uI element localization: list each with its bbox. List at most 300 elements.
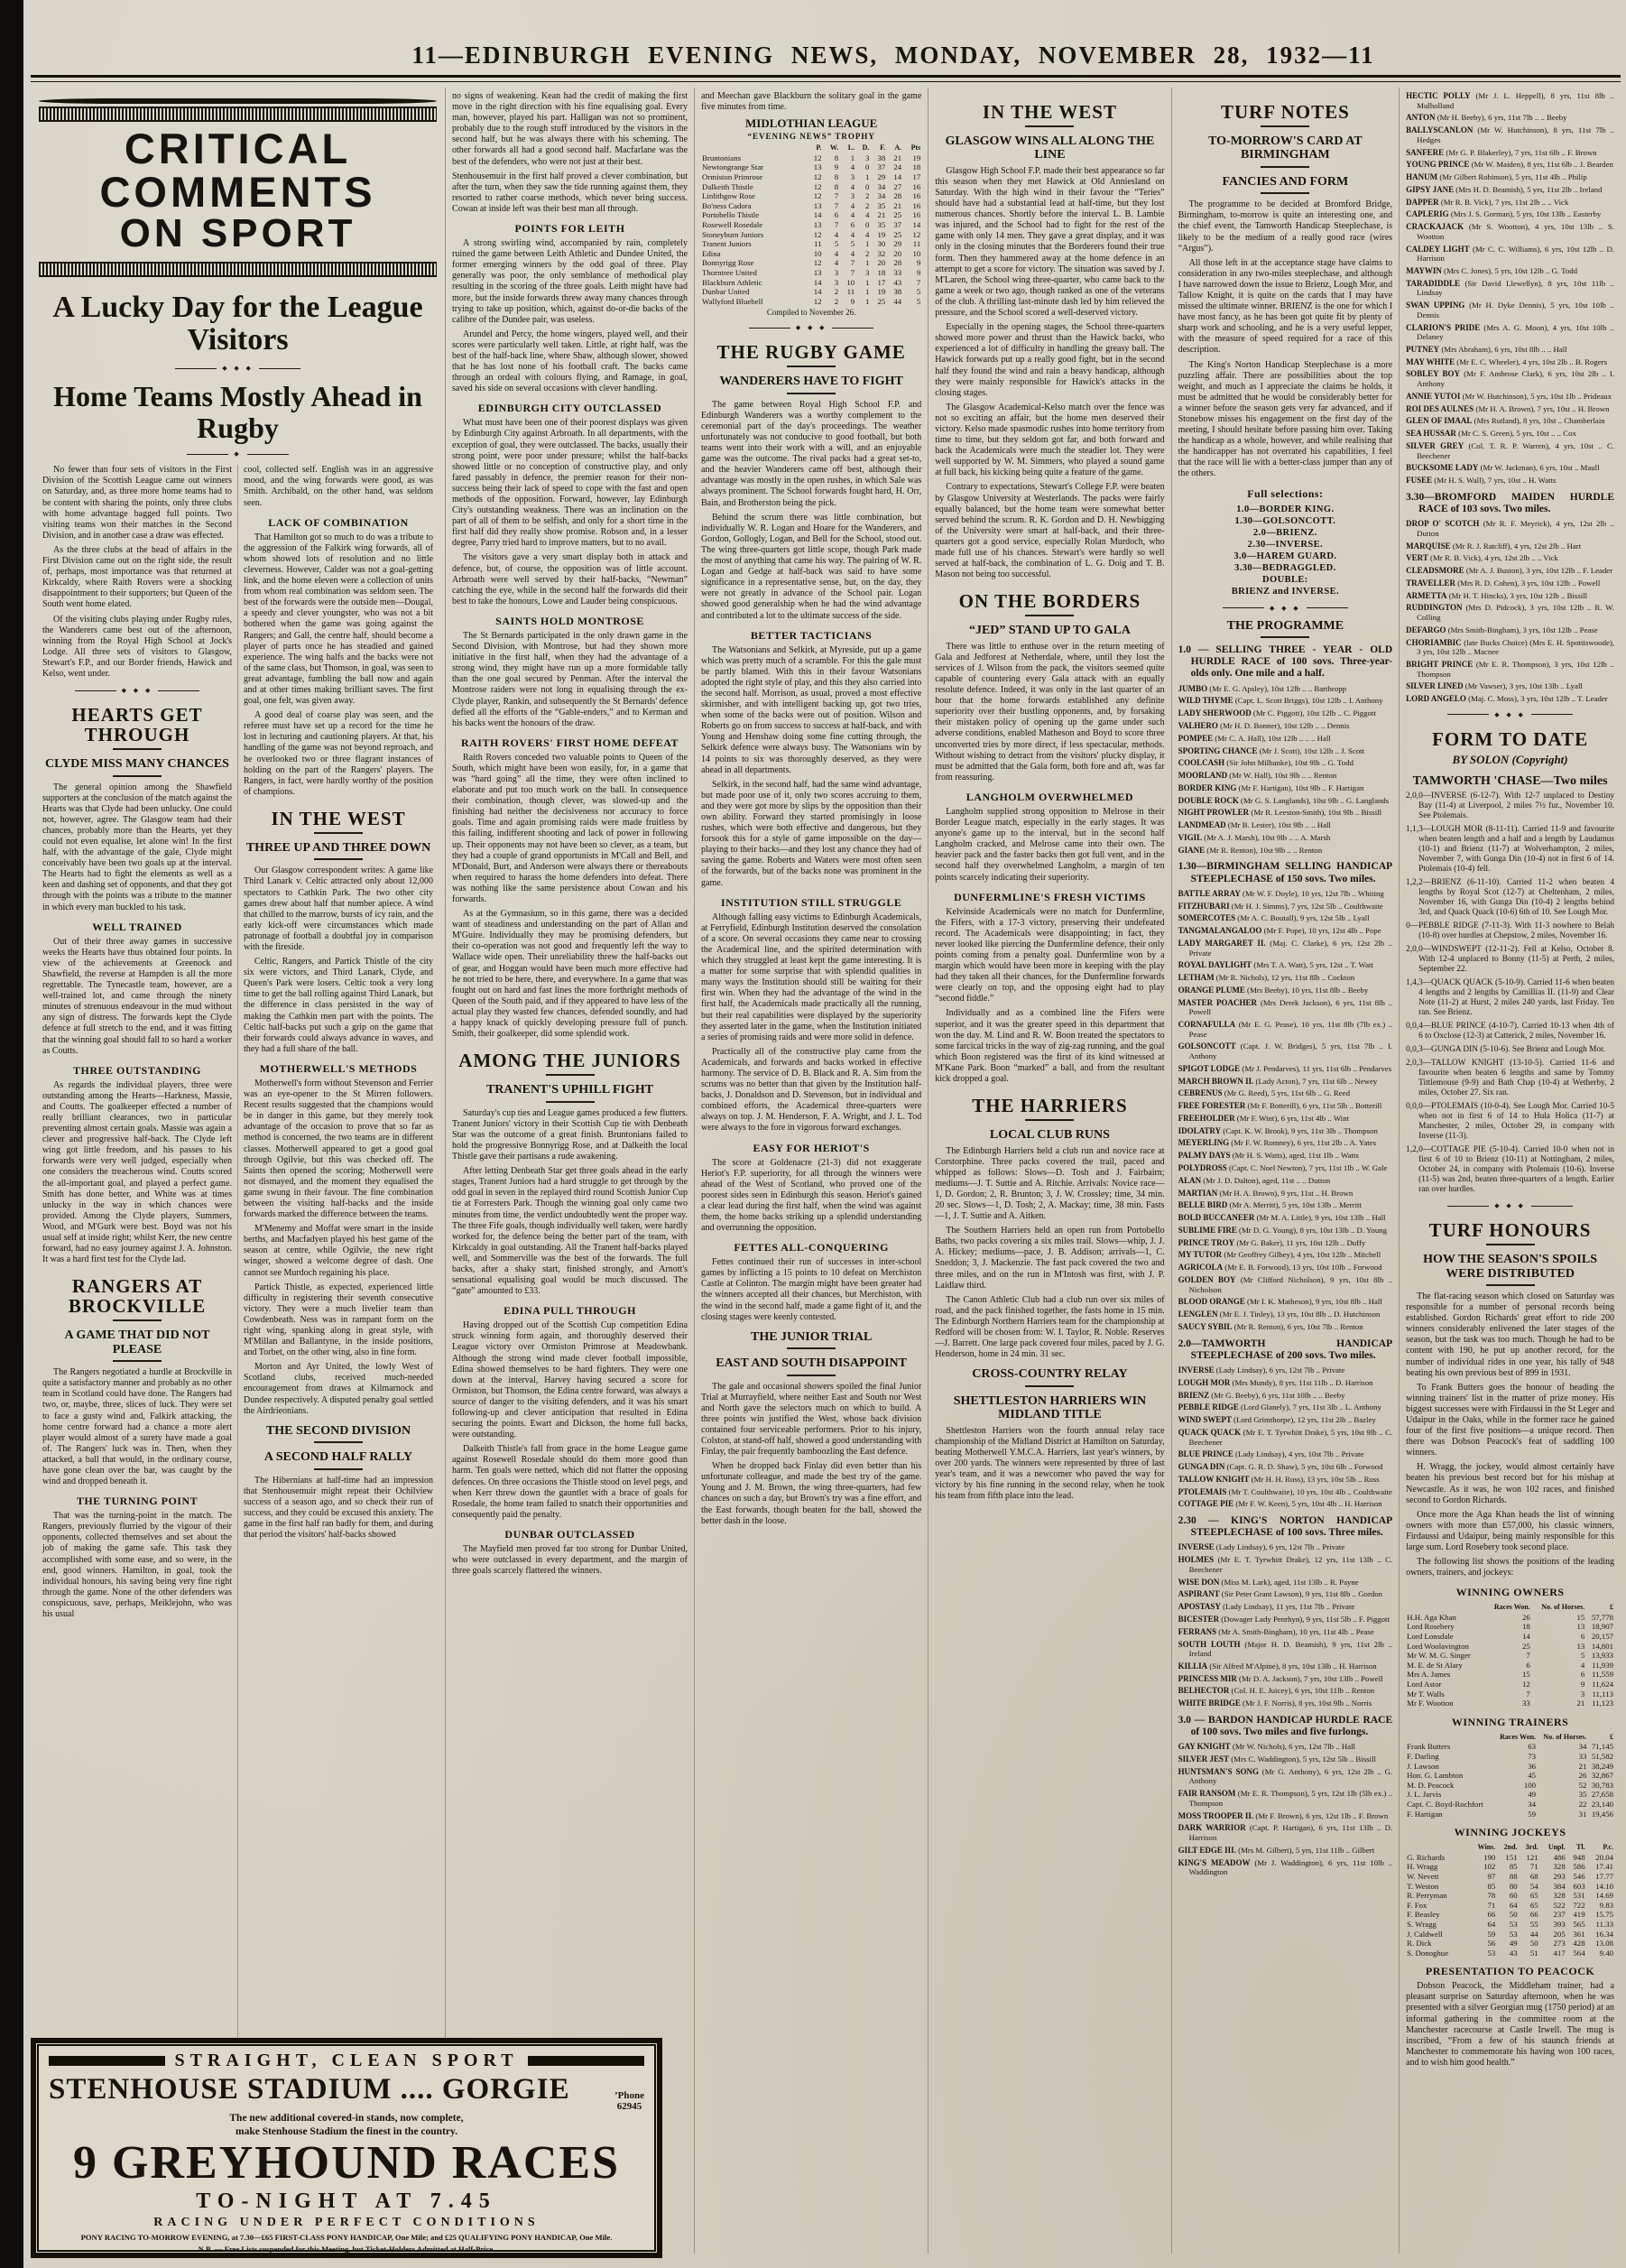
table-row: [1406, 1939, 1614, 1949]
article-subheadline: “JED” STAND UP TO GALA: [968, 624, 1131, 638]
rule-divider: [113, 1360, 162, 1362]
race-entry: SOBLEY BOY (Mr F. Ambrose Clark), 6 yrs, 10st 2lb .. I. Anthony: [1406, 369, 1615, 389]
section-subhead: LACK OF COMBINATION: [268, 515, 409, 529]
race-heading: 2.0—TAMWORTH HANDICAP STEEPLECHASE of 200 sovs. Two miles.: [1178, 1338, 1393, 1361]
race-entry: SOUTH LOUTH (Major H. D. Beamish), 9 yrs, 11st 2lb .. Ireland: [1178, 1639, 1393, 1659]
race-entry: PTOLEMAIS (Mr T. Coulthwaite), 10 yrs, 10st 4lb .. Coulthwaite: [1178, 1486, 1392, 1496]
race-entry: GAY KNIGHT (Mr W. Nichols), 6 yrs, 12st 7lb .. Hall: [1178, 1742, 1355, 1752]
table-cell: 9: [916, 258, 921, 268]
race-heading: 1.0 — SELLING THREE - YEAR - OLD HURDLE RACE of 100 sovs. Three-year-olds only. One mile and a half.: [1178, 643, 1393, 680]
table-cell: 7: [834, 200, 839, 210]
table-cell: 19,456: [1591, 1809, 1614, 1819]
table-cell: Mr W. M. G. Singer: [1407, 1651, 1471, 1661]
table-cell: 9: [1580, 1680, 1585, 1689]
race-entry: LETHAM (Mr R. Nichols), 12 yrs, 11st 8lb .. Cockton: [1178, 973, 1355, 983]
paragraph: There was little to enthuse over in the return meeting of Gala and Jedforest at Netherdale, where, until they lost the services of J. Wilson from the pack, the visitors seemed quite capable of countering every Gala attack with an equally resolute defence. Indeed, it was only in the last quarter of an hour that the home forwards established any definite superiority over their bustling opponents, and, by forsaking their mistaken policy of opening up the game under such adverse conditions, enabled Matheson and Boyd to score three unconverted tries by more direct, if less spectacular, methods. Without wishing to detract from the visitors' plucky display, it must be admitted that the Gala form, both fore and aft, was far from reassuring.: [935, 641, 1165, 782]
table-cell: 29: [877, 171, 886, 181]
table-cell: 8: [834, 181, 839, 191]
race-entry: POLYDROSS (Capt. C. Noel Newton), 7 yrs, 11st 1lb .. W. Gale: [1178, 1163, 1388, 1173]
race-entry: WIND SWEPT (Lord Grimthorpe), 12 yrs, 11st 2lb .. Bazley: [1178, 1415, 1376, 1425]
table-cell: 13: [813, 267, 822, 277]
race-entry: SPORTING CHANCE (Mr J. Scott), 10st 12lb .. J. Scott: [1178, 745, 1365, 755]
table-cell: 66: [1529, 1910, 1538, 1920]
table-cell: S. Donoghue: [1407, 1948, 1449, 1958]
table-cell: 565: [1573, 1919, 1585, 1929]
race-entry: GOLDEN BOY (Mr Clifford Nicholson), 9 yrs, 10st 8lb .. Nicholson: [1178, 1275, 1393, 1294]
table-cell: 49: [1509, 1939, 1518, 1949]
table-cell: 13,933: [1591, 1651, 1614, 1661]
critical-comments-columns: [37, 465, 439, 2148]
table-row: [701, 201, 921, 211]
race-entry: MY TUTOR (Mr Geoffrey Gilbey), 4 yrs, 10st 12lb .. Mitchell: [1178, 1250, 1381, 1260]
table-cell: 11: [814, 239, 822, 249]
form-note: 1,1,3—LOUGH MOR (8-11-11). Carried 11-9 and favourite when beaten length and a half and a length by Laudamus (10-1) and Brienz (11-7) at Wolverhampton, 2 miles, November 7, with Gunga Din (10-4) not in first 6 of 14. Ptolemais (10-4) fell.: [1406, 825, 1615, 875]
race-entry: ANNIE YUTOI (Mr W. Hutchinson), 5 yrs, 10st 1lb .. Prideaux: [1406, 391, 1612, 401]
table-cell: Tranent Juniors: [702, 239, 752, 249]
race-entry: BRIGHT PRINCE (Mr E. R. Thompson), 3 yrs, 10st 12lb .. Thompson: [1406, 659, 1615, 679]
section-subhead: PRESENTATION TO PEACOCK: [1425, 1965, 1595, 1978]
table-cell: 50: [1509, 1910, 1518, 1920]
article-subheadline: TAMWORTH 'CHASE—Two miles: [1412, 773, 1608, 788]
race-entry: QUACK QUACK (Mr E. T. Tyrwhitt Drake), 5 yrs, 10st 9lb .. C. Beechener: [1178, 1427, 1393, 1447]
table-cell: 603: [1573, 1881, 1585, 1891]
section-subhead: EDINA PULL THROUGH: [504, 1304, 636, 1318]
race-entry: SWAN UPPING (Mr H. Dyke Dennis), 5 yrs, 10st 10lb .. Dennis: [1406, 301, 1615, 319]
table-cell: 17: [877, 277, 886, 287]
table-cell: 428: [1573, 1939, 1585, 1949]
race-entry: JUMBO (Mr E. G. Apsley), 10st 12lb .. .. Barthropp: [1178, 683, 1347, 693]
table-cell: Mrs A. James: [1407, 1670, 1451, 1680]
paragraph: Fettes continued their run of successes in inter-school games by inflicting a 15 points to 10 defeat on Merchiston Castle at Colinton. The margin might have been greater had the winners accepted all their chances, but Merchiston, with the wind in the second half, made a game fight of it, and the closing stages were keenly contested.: [701, 1257, 922, 1322]
table-cell: 34: [1528, 1799, 1537, 1809]
table-cell: 3: [834, 267, 839, 277]
table-cell: 7: [834, 219, 839, 229]
table-cell: 546: [1573, 1871, 1585, 1881]
race-entry: LORD ANGELO (Maj. C. Moss), 3 yrs, 10st 12lb .. T. Leader: [1406, 694, 1608, 704]
table-cell: 4: [834, 248, 839, 258]
rule-divider: [1025, 1385, 1074, 1387]
table-cell: 5: [916, 287, 921, 297]
article-subheadline: CLYDE MISS MANY CHANCES: [45, 757, 229, 772]
table-row: [701, 258, 921, 268]
table-cell: R. Dick: [1407, 1939, 1432, 1949]
table-cell: 1: [864, 258, 870, 268]
paragraph: No fewer than four sets of visitors in the First Division of the Scottish League came out winners on Saturday, and, as three more home teams had to be content with sharing the points, only three clubs with home advantage bagged full points. Two visiting teams won their matches in the Second Division, and in another case a draw was effected.: [42, 465, 233, 541]
table-cell: M. D. Peacock: [1407, 1780, 1455, 1790]
column-header: Races Won.: [1500, 1732, 1537, 1741]
table-cell: 22: [1578, 1799, 1587, 1809]
page-body: [31, 0, 1621, 2254]
selection-line: 1.30—GOLSONCOTT.: [1234, 515, 1336, 526]
rule-divider: [314, 1468, 363, 1470]
table-cell: 11.33: [1595, 1919, 1614, 1929]
article-subheadline: THE PROGRAMME: [1226, 618, 1344, 633]
table-cell: 7: [1526, 1651, 1530, 1661]
section-subhead: DUNFERMLINE'S FRESH VICTIMS: [954, 890, 1146, 903]
table-cell: 12: [1521, 1680, 1530, 1689]
table-cell: 66: [1487, 1910, 1496, 1920]
race-entry: DROP O' SCOTCH (Mr R. F. Meyrick), 4 yrs, 12st 2lb .. Dutton: [1406, 519, 1615, 538]
race-entry: INVERSE (Lady Lindsay), 6 yrs, 12st 7lb .. Private: [1178, 1542, 1345, 1552]
table-cell: 35: [877, 219, 886, 229]
race-entry: CLARION'S PRIDE (Mrs A. G. Moon), 4 yrs, 10st 10lb .. Delaney: [1406, 322, 1615, 342]
table-row: [1406, 1670, 1614, 1680]
table-cell: 586: [1573, 1862, 1585, 1872]
table-cell: 18,907: [1591, 1622, 1614, 1632]
ornament-divider: ◆ ◆ ◆: [1178, 605, 1393, 612]
table-row: [1406, 1752, 1614, 1762]
race-entry: ASPIRANT (Sir Peter Grant Lawson), 9 yrs, 11st 8lb .. Gordon: [1178, 1589, 1383, 1599]
article-subheadline: HOW THE SEASON'S SPOILS WERE DISTRIBUTED: [1423, 1253, 1597, 1281]
column-7-racing-form: [1399, 88, 1621, 2254]
ad-phone: [614, 2090, 644, 2112]
table-cell: 28: [893, 258, 902, 268]
race-entry: BALLYSCANLON (Mr W. Hutchinson), 8 yrs, 11st 7lb .. Hedges: [1406, 125, 1615, 144]
ad-copy-line-1: The new additional covered-in stands, now complete,: [229, 2113, 464, 2125]
table-cell: 11,113: [1592, 1689, 1614, 1699]
rule-divider: [787, 366, 836, 367]
race-entry: PRINCE TROY (Mr G. Baker), 11 yrs, 10st 12lb .. Duffy: [1178, 1237, 1366, 1247]
table-cell: 12: [813, 229, 822, 239]
table-row: [1406, 1901, 1614, 1911]
table-cell: 33: [893, 267, 902, 277]
race-entry: CRACKAJACK (Mr S. Wootton), 4 yrs, 10st 13lb .. S. Wootton: [1406, 222, 1615, 241]
table-cell: 16: [912, 181, 921, 191]
column-header: 3rd.: [1525, 1843, 1538, 1852]
table-cell: Lord Lonsdale: [1407, 1632, 1454, 1642]
table-cell: J. Caldwell: [1407, 1929, 1443, 1939]
rule-divider: [314, 1441, 363, 1443]
table-cell: 151: [1505, 1852, 1518, 1862]
race-entry: SOMERCOTES (Mr A. C. Boutall), 9 yrs, 12st 5lb .. Lyall: [1178, 913, 1370, 923]
table-cell: 53: [1487, 1948, 1496, 1958]
column-header: W.: [829, 143, 839, 153]
table-cell: 20,157: [1591, 1632, 1614, 1642]
column-header: [1406, 1843, 1468, 1853]
race-entry: COTTAGE PIE (Mr F. W. Keen), 5 yrs, 10st 4lb .. H. Harrison: [1178, 1499, 1382, 1509]
race-entry: MOORLAND (Mr W. Hall), 10st 9lb .. .. Renton: [1178, 771, 1337, 781]
rule-divider: [113, 775, 162, 777]
table-cell: 6: [1580, 1670, 1585, 1680]
table-cell: Dalkeith Thistle: [702, 181, 753, 191]
race-entry: VALHERO (Mr H. D. Bonner), 10st 12lb .. .. Dennis: [1178, 720, 1350, 730]
race-entry: DEFARGO (Mrs Smith-Bingham), 3 yrs, 10st 12lb .. Pease: [1406, 625, 1598, 634]
selection-line: 3.0—HAREM GUARD.: [1233, 551, 1337, 561]
table-row: [1406, 1781, 1614, 1791]
section-subhead: WELL TRAINED: [92, 920, 182, 933]
column-header: [1406, 1603, 1485, 1613]
paragraph: A good deal of coarse play was seen, and the referee must have set up a record for the time he lost in lecturing and cautioning players. At that, his handling of the game was not beyond reproach, and he overlooked two or three flagrant instances of holding on the part of the Rangers' players. The Rangers, in fact, were hardly worthy of the position of champions.: [244, 710, 434, 797]
section-subhead: MOTHERWELL'S METHODS: [259, 1061, 418, 1075]
paragraph: Behind the scrum there was little combination, but individually W. R. Logan and Hoare for the Wanderers, and Gordon, Gollogly, Logan, and Bell for the School, stood out. The wing three-quarters got little scope, though Park made the most of anything that came his way. The pairing of W. R. Logan and Gedge at half-back was said to have some significance in a representative sense, but, on the day, they were not greatly in advance of the School pair. Logan showed good generalship when he had the wind advantage and contributed a lot to the ultimate success of the side.: [701, 512, 922, 621]
table-cell: 4: [850, 162, 855, 172]
race-entry: DAPPER (Mr R. B. Vick), 7 yrs, 11st 2lb .. .. Vick: [1406, 197, 1569, 207]
table-cell: 3: [850, 191, 855, 201]
table-row: [1406, 1891, 1614, 1901]
table-cell: 16: [912, 210, 921, 220]
paragraph: Of the visiting clubs playing under Rugby rules, the Wanderers came best out of the afternoon, winning from the Royal High School at Jock's Lodge. All three sets of visitors to Glasgow, Stewart's F.P., and our Border friends, Hawick and Kelso, went under.: [42, 614, 233, 679]
table-row: [1406, 1882, 1614, 1892]
section-subhead: WINNING JOCKEYS: [1454, 1826, 1566, 1839]
table-cell: 59: [1487, 1929, 1496, 1939]
table-cell: 16: [912, 191, 921, 201]
table-cell: 53: [1509, 1929, 1518, 1939]
ad-headline: 9 GREYHOUND RACES: [72, 2136, 621, 2189]
column-header: Unpl.: [1547, 1843, 1566, 1852]
table-cell: 11,939: [1592, 1660, 1614, 1670]
race-entry: BOLD BUCCANEER (Mr M. A. Little), 9 yrs, 10st 13lb .. Hall: [1178, 1213, 1386, 1223]
race-entry: CHORIAMBIC (late Bucks Choice) (Mrs E. H. Spottiswoode), 3 yrs, 10st 12lb .. Macnee: [1406, 637, 1615, 657]
rule-divider: [787, 1375, 836, 1376]
ad-banner-text: STRAIGHT, CLEAN SPORT: [174, 2050, 519, 2070]
table-cell: 26: [1578, 1771, 1587, 1781]
paragraph: Partick Thistle, as expected, experienced little difficulty in registering their seventh consecutive victory. They were a much livelier team than Cowdenbeath. Ness was in rampant form on the right wing, spanking along in great style, with M'Millan and Ballantyne, in the inside positions, and Torbet, on the other wing, also in fine form.: [244, 1282, 434, 1358]
paragraph: The game between Royal High School F.P. and Edinburgh Wanderers was a worthy complement to the ceremonial part of the day's proceedings. The weather unfortunately was not conducive to good football, but both teams went into their work with a will, and an enjoyable game was the outcome. The rival packs had a great set-to, and the heavier Wanderers came off best, although their advantage was mostly in the open rushes, in which Sale was always prominent. The School forwards fought hard, H. Orr, Bain, and Brotherston being the pick.: [701, 399, 922, 508]
race-entry: COOLCASH (Sir John Milbanke), 10st 9lb .. G. Todd: [1178, 758, 1353, 768]
table-cell: 12: [813, 258, 822, 268]
race-entry: GILT EDGE III. (Mrs M. Gilbert), 5 yrs, 11st 11lb .. Gilbert: [1178, 1845, 1375, 1855]
table-cell: 24: [893, 162, 902, 172]
form-note: 0,0,3—GUNGA DIN (5-10-6). See Brienz and Lough Mor.: [1406, 1045, 1605, 1055]
race-entry: BLOOD ORANGE (Mr I. K. Matheson), 9 yrs, 10st 8lb .. Hall: [1178, 1297, 1382, 1307]
table-cell: 63: [1528, 1742, 1537, 1752]
table-cell: 3: [1580, 1689, 1585, 1699]
race-entry: TRAVELLER (Mrs R. D. Cohen), 3 yrs, 10st 12lb .. Powell: [1406, 578, 1601, 588]
table-cell: 17.77: [1595, 1871, 1614, 1881]
paragraph: Saturday's cup ties and League games produced a few flutters. Tranent Juniors' victory in their Scottish Cup tie with Denbeath Star was the outcome of a great finish. Bruntonians failed to hold the progressive Bonnyrigg Rose, and at Dalkeith the local Thistle gave their partisans a rude awakening.: [452, 1107, 688, 1162]
race-entry: BATTLE ARRAY (Mr W. F. Doyle), 10 yrs, 12st 7lb .. Whiting: [1178, 888, 1384, 898]
section-subhead: SAINTS HOLD MONTROSE: [495, 614, 644, 627]
table-cell: 16.34: [1595, 1929, 1614, 1939]
table-cell: 65: [1529, 1900, 1538, 1910]
rule-divider: [314, 858, 363, 860]
race-heading: 1.30—BIRMINGHAM SELLING HANDICAP STEEPLECHASE of 150 sovs. Two miles.: [1178, 861, 1393, 884]
table-cell: 13: [813, 162, 822, 172]
article-subheadline: THE SECOND DIVISION: [265, 1423, 411, 1438]
ornament-divider: ◆ ◆ ◆: [701, 324, 921, 331]
rule-divider: [787, 1347, 836, 1349]
race-entry: MEYERLING (Mr F. W. Romney), 6 yrs, 11st 2lb .. A. Yates: [1178, 1138, 1377, 1148]
table-row: [701, 162, 921, 172]
table-row: [701, 239, 921, 249]
column-header: P.: [816, 143, 822, 153]
paragraph: Our Glasgow correspondent writes: A game like Third Lanark v. Celtic attracted only about 12,000 spectators to Cathkin Park. The two other city games drew about half that number apiece. A wind that chilled to the marrow, bursts of icy rain, and the early kick-off were circumstances which made patronage of football a doubtful joy in comparison with the fireside.: [244, 866, 434, 952]
table-row: [1406, 1810, 1614, 1819]
table-cell: 43: [1509, 1948, 1518, 1958]
table-cell: 34: [877, 181, 886, 191]
paragraph: The visitors gave a very smart display both in attack and defence, but, of course, the opposition was of little account. Arbroath were well served by their half-backs, “Newman” catching the eye, while in the second half the forwards did their best to take the honours, Lowe and Lauder being conspicuous.: [452, 552, 688, 606]
paragraph: Practically all of the constructive play came from the Academicals, and forwards and backs worked in effective harmony. The service of D. B. Black and R. A. Sim from the scrums was no better than that given by the Institution half-backs, J. Donaldson and D. Stevenson, but in individual and combined efforts, the Academical three-quarters were always on top. J. M. Henderson, F. A. Wright, and J. L. Tod were always to the fore in vigorous forward exchanges.: [701, 1046, 922, 1134]
table-cell: 14.69: [1595, 1891, 1614, 1901]
table-cell: 85: [1509, 1862, 1518, 1872]
table-row: [1406, 1800, 1614, 1810]
form-note: 1,4,3—QUACK QUACK (5-10-9). Carried 11-6 when beaten 4 lengths and 2 lengths by Camillias II. (11-9) and Clear Note (11-2) at Hurst, 2 miles 240 yards, last Friday. Ten ran. See Brienz.: [1406, 978, 1615, 1018]
table-cell: 20: [877, 258, 886, 268]
table-cell: Mr T. Walls: [1407, 1689, 1445, 1699]
paragraph-continuation: and Meechan gave Blackburn the solitary goal in the game five minutes from time.: [701, 91, 922, 113]
race-entry: MARCH BROWN II. (Lady Acton), 7 yrs, 11st 6lb .. Newey: [1178, 1076, 1378, 1086]
table-cell: 4: [850, 229, 855, 239]
table-cell: 2: [834, 296, 839, 306]
table-cell: 31: [1578, 1809, 1587, 1819]
table-row: [1406, 1862, 1614, 1872]
table-cell: 20.04: [1595, 1852, 1614, 1862]
table-row: [1406, 1632, 1614, 1642]
paragraph: The King's Norton Handicap Steeplechase is a more puzzling affair. There are possibilities about the top weight, and much as I appreciate the claims he holds, it must be admitted that he would be considerably better for a winner before the season gets very far advanced, and if Stonebow misses his engagement on the first day of the meeting, I should hesitate before passing him over. Taking the handicap as a whole, however, and while realising that the handicapper has not overrated his capabilities, I feel that the race will lie with a better-class jumper than any of the others.: [1178, 359, 1393, 479]
article-headline: TURF NOTES: [1220, 101, 1350, 123]
masthead-line-2: ON SPORT: [119, 210, 356, 255]
table-cell: 4: [834, 258, 839, 268]
paragraph: The Canon Athletic Club had a club run over six miles of road, and the pack finished together, the fasts home in 15 min. The Edinburgh Northern Harriers team for the championship at Redford will be chosen from: W. I. Taylor, R. Noble. Reserves—J. Barrett. One large pack covered four miles, paced by J. G. Henderson, home in 24 min. 31 sec.: [935, 1294, 1165, 1360]
table-cell: 0: [864, 219, 870, 229]
table-cell: 64: [1487, 1919, 1496, 1929]
paragraph: A strong swirling wind, accompanied by rain, completely ruined the game between Leith Athletic and Dundee United, the former emerging winners by the odd goal of three. Play generally was poor, the only semblance of methodical play resulting in the scoring of the three goals. Leith might have had more, but the inside forwards threw away many chances through trying to take up position, which, against do-or-die backs of the calibre of the Dundee pair, was useless.: [452, 238, 688, 325]
race-entry: ALAN (Mr J. D. Dalton), aged, 11st .. .. Dutton: [1178, 1175, 1331, 1185]
race-entry: ARMETTA (Mr H. T. Hincks), 3 yrs, 10st 12lb .. Bissill: [1406, 590, 1588, 600]
table-cell: 9: [916, 267, 921, 277]
paragraph-continuation: no signs of weakening. Kean had the credit of making the first move in the right direction with his fine equalising goal. Every man, however, played his part. Halligan was not so prominent, probably due to the rough stuff introduced by the visitors in the second half, but he was always there with his scheming. The other forwards all had a good second half. Macfarlane was the best of the defenders, who were not just at their best.: [452, 91, 688, 167]
table-row: [701, 230, 921, 240]
race-entry: PEBBLE RIDGE (Lord Glanely), 7 yrs, 11st 3lb .. L. Anthony: [1178, 1402, 1381, 1412]
table-cell: 27: [893, 181, 902, 191]
paragraph: All those left in at the acceptance stage have claims to consideration in any two-miles steeplechase, and although I have narrowed down the issue to Brienz, Lough Mor, and Tallow Knight, it is quite on the cards that I may have missed the ultimate winner. BRIENZ is the one for which I have most fancy, as he has been got quite fit by plenty of sharp work and schooling, and he is a very useful lepper, with the measure of speed required for a race of this description.: [1178, 257, 1393, 356]
article-subheadline: TO-MORROW'S CARD AT BIRMINGHAM: [1208, 134, 1363, 162]
data-table: [701, 143, 921, 306]
table-cell: 50: [1529, 1939, 1538, 1949]
ad-conditions-line: RACING UNDER PERFECT CONDITIONS: [153, 2215, 540, 2229]
table-cell: 564: [1573, 1948, 1585, 1958]
table-cell: 4: [850, 200, 855, 210]
race-entry: NIGHT PROWLER (Mr R. Leeston-Smith), 10st 9lb .. Bissill: [1178, 808, 1382, 818]
race-entry: MARQUISE (Mr R. J. Ratcliff), 4 yrs, 12st 2lb .. Hart: [1406, 541, 1582, 551]
table-cell: 4: [850, 248, 855, 258]
table-cell: 65: [1529, 1891, 1538, 1901]
table-cell: 15: [1521, 1670, 1530, 1680]
table-cell: 18: [877, 267, 886, 277]
paragraph: H. Wragg, the jockey, would almost certainly have beaten his previous best record but for his mishap at Newcastle. As it was, he won 102 races, and finished second to Gordon Richards.: [1406, 1462, 1615, 1505]
race-entry: GIPSY JANE (Mrs H. D. Beamish), 5 yrs, 11st 2lb .. Ireland: [1406, 184, 1603, 194]
table-cell: 7: [1526, 1689, 1530, 1699]
table-cell: 5: [1580, 1651, 1585, 1661]
race-entry: HANUM (Mr Gilbert Robinson), 5 yrs, 11st 4lb .. Philip: [1406, 172, 1587, 182]
table-cell: 19: [877, 287, 886, 297]
paragraph: The Mayfield men proved far too strong for Dunbar United, who were outclassed in every department, and the margin of three goals scarcely flattered the winners.: [452, 1543, 688, 1577]
paragraph: Arundel and Percy, the home wingers, played well, and their scores were particularly well taken. Little, at right half, was the best of the half-back line, where Shaw, although slower, showed that he has lost none of his football craft. The backs came through an ordeal with colours flying, and Ramage, in goal, saved his side on several occasions with clever handling.: [452, 329, 688, 394]
race-entry: KILLIA (Sir Alfred M'Alpine), 8 yrs, 10st 13lb .. H. Harrison: [1178, 1661, 1377, 1671]
table-cell: Hon. G. Lambton: [1407, 1771, 1464, 1781]
ad-title-row: [49, 2073, 644, 2112]
table-cell: 12: [813, 191, 822, 201]
article-subheadline: TRANENT'S UPHILL FIGHT: [485, 1083, 654, 1097]
table-cell: 21: [893, 153, 902, 162]
race-entry: LENGLEN (Mr E. J. Tinley), 13 yrs, 10st 8lb .. D. Hutchinson: [1178, 1310, 1381, 1319]
article-subheadline: FANCIES AND FORM: [1222, 174, 1349, 189]
section-subhead: POINTS FOR LEITH: [514, 222, 625, 236]
table-cell: H. Wragg: [1407, 1862, 1438, 1872]
table-row: [701, 220, 921, 230]
race-entry: MAY WHITE (Mr E. C. Wheeler), 4 yrs, 10st 2lb .. B. Rogers: [1406, 356, 1608, 366]
data-table: [1406, 1603, 1614, 1708]
stats-table: [1406, 1733, 1614, 1819]
table-cell: 384: [1553, 1881, 1566, 1891]
table-cell: 9.40: [1599, 1948, 1614, 1958]
race-entry: SAUCY SYBIL (Mr R. Renton), 6 yrs, 10st 7lb .. Renton: [1178, 1321, 1363, 1331]
race-entry: YOUNG PRINCE (Mr W. Maiden), 8 yrs, 11st 6lb .. J. Bearden: [1406, 160, 1613, 170]
paragraph: Motherwell's form without Stevenson and Ferrier was an eye-opener to the St Mirren followers. Recent results suggested that the champions would be in danger in this game, but they merely took advantage of the occasion to prove that so far as method is concerned, the two teams are in different classes. Motherwell appeared to get a good goal through Ogilvie, but this was checked off. The Saints then opened the scoring; Motherwell were not dismayed, and the moment they equalised the game swung in their favour. The fine combination between the visiting half-backs and the inside forwards marked the difference between the teams.: [244, 1078, 434, 1220]
table-cell: 11,123: [1592, 1699, 1614, 1708]
paragraph: Selkirk, in the second half, had the same wind advantage, but made poor use of it, only two scores accruing to them, and they were got more by slips by the opposition than their own ability. Forward they started promisingly in loose rushes, which were both effective and dangerous, but they forsook this for a style of game impossible on the day—playing to their backs—and they lost any chance they had of saving the game. Roberts and Waters were most often seen of the forwards, but of the backs none was prominent in the game.: [701, 779, 922, 888]
paragraph: The programme to be decided at Bromford Bridge, Birmingham, to-morrow is quite an interesting one, and the chief event, the Tamworth Handicap Steeplechase, is likely to be the medium of a really good race (wires “Argus”).: [1178, 199, 1393, 254]
table-cell: 5: [850, 239, 855, 249]
paragraph: The flat-racing season which closed on Saturday was responsible for a number of personal records being established. Gordon Richards' great effort to ride 200 winners considerably enlivened the later stages of the season, but the task was too much. Though he had to be content with 190, he put up another record, for the number of individual rides in one year, his tally of 948 beating his own previous best of 899 in 1931.: [1406, 1291, 1615, 1378]
table-cell: 0: [864, 162, 870, 172]
table-title: MIDLOTHIAN LEAGUE: [745, 116, 878, 131]
paragraph: That was the turning-point in the match. The Rangers, previously flurried by the vigour of their opponents, collected themselves and set about the job of making the game safe. This task they accomplished with some ease, and so were, in the end, good winners. Hamilton, in goal, took the individual honours, his saving being very fine right through the game. None of the other defenders was conspicuous, save, perhaps, Meiklejohn, who was his usual: [42, 1511, 233, 1620]
rule-divider: [1486, 1284, 1535, 1286]
rule-divider: [1486, 1244, 1535, 1245]
table-cell: Frank Butters: [1407, 1742, 1451, 1752]
table-cell: J. L. Jarvis: [1407, 1790, 1442, 1800]
table-cell: 14: [813, 287, 822, 297]
column-header: Tl.: [1576, 1843, 1585, 1852]
race-entry: SILVER LINED (Mr Vawser), 3 yrs, 10st 13lb .. Lyall: [1406, 681, 1583, 691]
race-entry: ANTON (Mr H. Beeby), 6 yrs, 11st 7lb .. .. Beeby: [1406, 113, 1567, 123]
paragraph: The general opinion among the Shawfield supporters at the conclusion of the match against the Hearts was that Clyde had been unlucky. One could not, however, agree. The Glasgow team had their chances, probably more than the Hearts, yet they could not even equalise, let alone win! In the first half, with the advantage of the gale, Clyde might conceivably have been two goals up at the interval. The Hearts had to fight the elements as well as a keen and dashing set of opponents, and that they got through with the points was a tribute to the manner in which every man buckled to his task.: [42, 782, 233, 912]
article-subheadline: EAST AND SOUTH DISAPPOINT: [716, 1356, 908, 1371]
race-entry: IDOLATRY (Capt. K. W. Brook), 9 yrs, 11st 3lb .. Thompson: [1178, 1125, 1378, 1135]
selection-line: 2.30—INVERSE.: [1247, 539, 1324, 550]
table-cell: 100: [1523, 1780, 1537, 1790]
article-subheadline: A GAME THAT DID NOT PLEASE: [64, 1328, 210, 1356]
article-subheadline: SHETTLESTON HARRIERS WIN MIDLAND TITLE: [953, 1393, 1147, 1422]
table-cell: 13: [1576, 1641, 1585, 1651]
race-heading: 3.0 — BARDON HANDICAP HURDLE RACE of 100 sovs. Two miles and five furlongs.: [1178, 1714, 1393, 1738]
table-cell: 25: [893, 210, 902, 220]
table-cell: 2: [864, 191, 870, 201]
rule-divider: [1025, 615, 1074, 616]
table-cell: Lord Woolavington: [1407, 1641, 1469, 1651]
ornament-divider: ◆ ◆ ◆: [37, 365, 439, 372]
byline: BY SOLON (Copyright): [1452, 752, 1568, 766]
table-cell: 78: [1487, 1891, 1496, 1901]
paragraph-continuation: cool, collected self. English was in an aggressive mood, and the wing forwards were good, as was Smith. Archibald, on the other hand, was seldom seen.: [244, 465, 434, 508]
table-cell: 73: [1528, 1752, 1537, 1762]
table-cell: 38,249: [1591, 1761, 1614, 1771]
table-cell: 44: [1529, 1929, 1538, 1939]
table-cell: 3: [864, 153, 870, 162]
paragraph: Langholm supplied strong opposition to Melrose in their Border League match, especially in the early stages. It was anyone's game up to the interval, but in the second half Langholm cracked, and Melrose came into their own. The heavier pack and the faster backs then got full vent, and in the second half they overwhelmed Langholm, a margin of ten points scarcely indicating their superiority.: [935, 806, 1165, 883]
masthead-ornament-top: [39, 98, 437, 104]
table-cell: 25: [877, 296, 886, 306]
form-note: 0—PEBBLE RIDGE (7-11-3). With 11-3 nowhere to Belah (10-8) over hurdles at Chepstow, 2 miles, November 16.: [1406, 921, 1615, 941]
race-entry: MAYWIN (Mrs C. Jones), 5 yrs, 10st 12lb .. G. Todd: [1406, 265, 1578, 275]
form-note: 0,0,0—PTOLEMAIS (10-0-4). See Lough Mor. Carried 10-5 when not in first 6 of 14 to Hula Holica (11-7) at Manchester, 2 miles, October 29, in company with Inverse (11-3).: [1406, 1102, 1615, 1142]
table-cell: 7: [850, 267, 855, 277]
race-entry: MASTER POACHER (Mrs Derek Jackson), 6 yrs, 11st 8lb .. Powell: [1178, 997, 1393, 1017]
article-subheadline: WANDERERS HAVE TO FIGHT: [719, 375, 903, 389]
paragraph: The Rangers negotiated a hurdle at Brockville in quite a satisfactory manner and probably as no other team in Scotland could have done. The Rangers had two, or, maybe, three, slices of luck. They were set to face a gusty wind and, Falkirk attacking, the home centre forward had a chance a more alert player would almost of a surety have made a goal of. The Rangers' luck was in. Then, when they attacked, a ball that would, in the ordinary course, have gone clean over the bar, was caught by the wind and dropped beneath it.: [42, 1367, 233, 1487]
ad-small-print-1: PONY RACING TO-MORROW EVENING, at 7.30—£65 FIRST-CLASS PONY HANDICAP, One Mile; and £25 QUALIFYING PONY HANDICAP, One Mile.: [80, 2232, 613, 2242]
table-cell: F. Beasley: [1407, 1910, 1440, 1920]
table-cell: 361: [1573, 1929, 1585, 1939]
selection-line: DOUBLE:: [1262, 574, 1308, 585]
race-entry: VIGIL (Mr A. J. Marsh), 10st 9lb .. .. A. Marsh: [1178, 832, 1331, 842]
paragraph: The score at Goldenacre (21-3) did not exaggerate Heriot's F.P. superiority, for all through the winners were ahead of the West of Scotland, who proved one of the poorest sides seen in Edinburgh this season. Heriot's gained a clear lead during the first half, when the wind was against them, the home backs striking up a splendid understanding and overrunning the opposition.: [701, 1157, 922, 1234]
ad-banner-row: [49, 2050, 644, 2071]
table-cell: 17: [912, 171, 921, 181]
race-entry: FITZHUBARI (Mr H. J. Simms), 7 yrs, 12st 5lb .. Coulthwaite: [1178, 901, 1383, 911]
table-cell: 16: [912, 200, 921, 210]
